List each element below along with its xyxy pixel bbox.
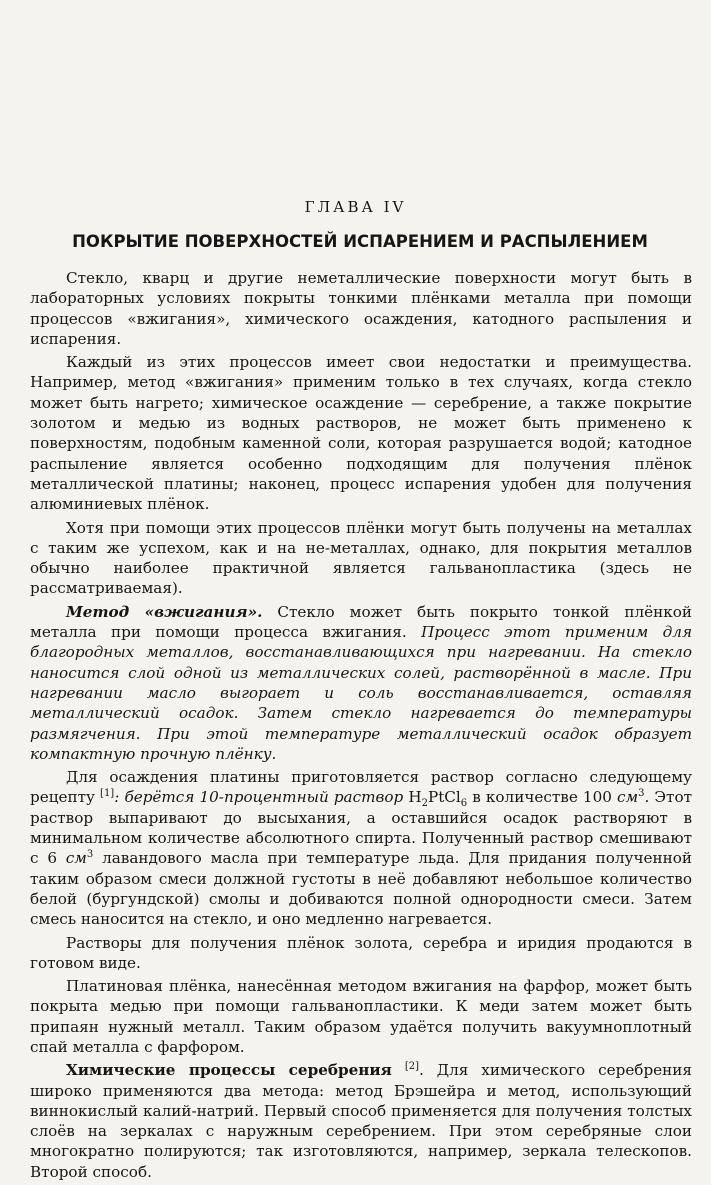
section-silver-text: . Для химического серебрения широко применяются два метода: метод Брэшейра и метод, использующий виннокислый калий-натрий. Первый способ применяется для получения толстых слоёв на зеркалах с наружным серебрением. При этом серебряные слои многократно полируются; так изготовляются, например, зеркала телескопов. Второй способ. — [30, 1061, 692, 1181]
platinum-text: . Этот раствор выпаривают до высыхания, а оставшийся осадок растворяют в минимальном количестве абсолютного спирта. Полученный раствор смешивают с 6 — [30, 788, 693, 868]
section-heading-silver: Химические процессы серебрения — [66, 1061, 392, 1080]
paragraph: Стекло, кварц и другие неметаллические поверхности могут быть в лабораторных условиях покрыты тонкими плёнками металла при помощи процессов «вжигания», химического осаждения, катодного распыления и испарения. — [30, 269, 692, 348]
unit-exponent: 3 — [86, 849, 94, 861]
chapter-number: ГЛАВА IV — [304, 198, 407, 216]
section-heading-burning: Метод «вжигания». — [66, 602, 263, 621]
platinum-intro: Для осаждения платины приготовляется раствор согласно следующему рецепту — [30, 768, 692, 807]
platinum-recipe: : берётся 10-процентный раствор — [114, 788, 404, 807]
unit-exponent: 3 — [638, 788, 645, 800]
section-burning-sentence: Стекло может быть покрыто тонкой плёнкой металла при помощи процесса вжигания. — [30, 602, 692, 642]
reference-mark: [2] — [404, 1061, 419, 1073]
section-burning-paragraph — [30, 602, 692, 764]
platinum-text-end: лавандового масла при температуре льда. Для придания полученной таким образом смеси должной густоты в неё добавляют небольшое количество белой (бургундской) смолы и добиваются полной однородности смеси. Затем смесь наносится на стекло, и оно медленно нагревается. — [30, 849, 692, 929]
paragraph: Растворы для получения плёнок золота, серебра и иридия продаются в готовом виде. — [30, 933, 692, 972]
paragraph: Хотя при помощи этих процессов плёнки могут быть получены на металлах с таким же успехом, как и на не-металлах, однако, для покрытия металлов обычно наиболее практичной является гальванопластика (здесь не рассматриваемая). — [30, 518, 692, 598]
reference-mark: [1] — [100, 788, 115, 800]
platinum-amount: в количестве 100 — [467, 788, 618, 807]
section-silver-paragraph — [30, 1060, 692, 1182]
unit: см — [617, 788, 639, 807]
chemical-formula: $H_2PtCl_6$ — [408, 788, 468, 810]
unit: см — [65, 849, 87, 868]
chapter-title: ПОКРЫТИЕ ПОВЕРХНОСТЕЙ ИСПАРЕНИЕМ И РАСПЫЛЕНИЕМ — [72, 232, 648, 251]
paragraph: Каждый из этих процессов имеет свои недостатки и преимущества. Например, метод «вжигания» применим только в тех случаях, когда стекло может быть нагрето; химическое осаждение — серебрение, а также покрытие золотом и медью из водных растворов, не может быть применено к поверхностям, подобным каменной соли, которая разрушается водой; катодное распыление является особенно подходящим для получения плёнок металлической платины; наконец, процесс испарения удобен для получения алюминиевых плёнок. — [30, 353, 692, 514]
paragraph: Платиновая плёнка, нанесённая методом вжигания на фарфор, может быть покрыта медью при помощи гальванопластики. К меди затем может быть припаян нужный металл. Таким образом удаётся получить вакуумноплотный спай металла с фарфором. — [30, 977, 692, 1056]
section-burning-text: Процесс этот применим для благородных металлов, восстанавливающихся при нагревании. На стекло наносится слой одной из металлических солей, растворённой в масле. При нагревании масло выгорает и соль восстанавливается, оставляя металлический осадок. Затем стекло нагревается до температуры размягчения. При этой температуре металлический осадок образует компактную прочную плёнку. — [30, 623, 692, 763]
body-text — [30, 268, 692, 1185]
platinum-paragraph — [30, 767, 692, 929]
